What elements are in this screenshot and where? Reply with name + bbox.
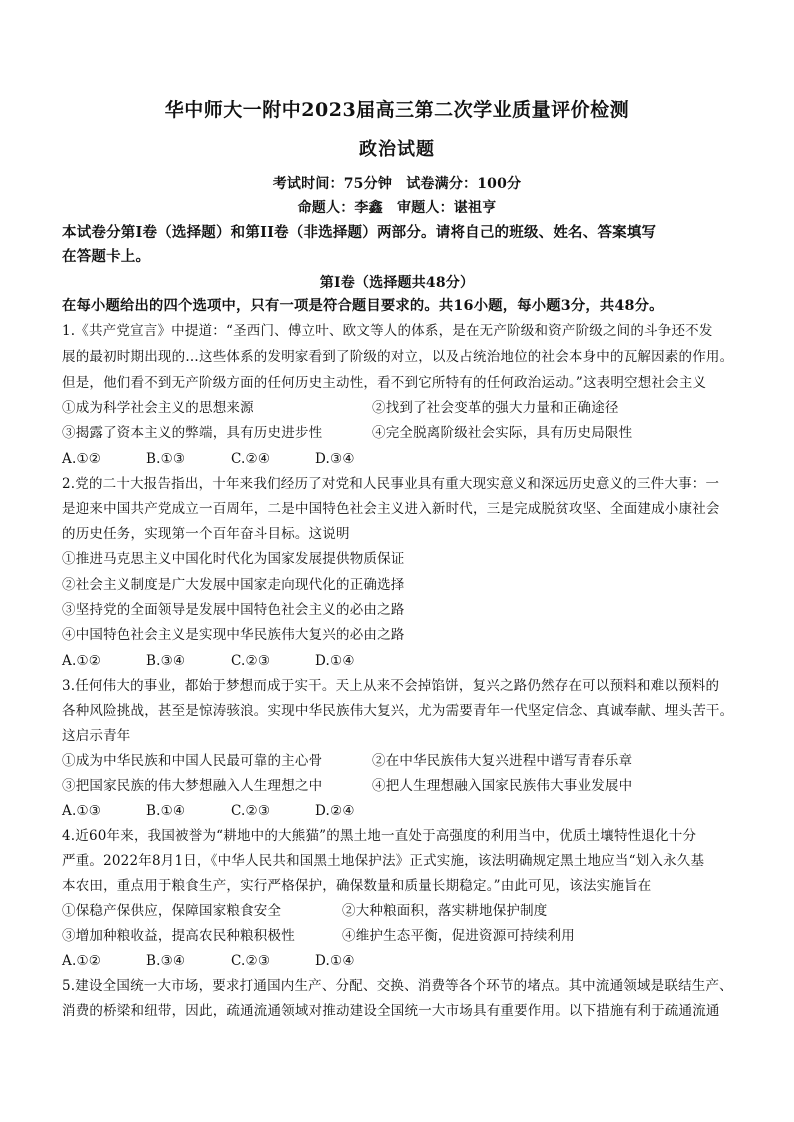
question-1-line-3: 但是，他们看不到无产阶级方面的任何历史主动性，看不到它所特有的任何政治运动。”这表明空想社会主义 — [62, 375, 707, 391]
question-2-line-2: 是迎来中国共产党成立一百周年，二是中国特色社会主义进入新时代，三是完成脱贫攻坚、全面建成小康社会 — [62, 501, 720, 517]
choice-d: D.①④ — [315, 953, 355, 969]
exam-info: 考试时间：75分钟 试卷满分：100分 — [272, 176, 522, 192]
choice-c: C.②③ — [231, 953, 271, 969]
choice-d: D.①④ — [315, 653, 355, 669]
question-3-line-1: 3.任何伟大的事业，都始于梦想而成于实干。天上从来不会掉馅饼，复兴之路仍然存在可以预料和难以预料的 — [62, 678, 720, 694]
choice-b: B.①③ — [146, 451, 186, 467]
choice-b: B.③④ — [146, 953, 186, 969]
notice-line-2: 在答题卡上。 — [62, 248, 151, 265]
exam-title: 华中师大一附中2023届高三第二次学业质量评价检测 — [164, 99, 630, 121]
question-2-option-2: ②社会主义制度是广大发展中国家走向现代化的正确选择 — [62, 577, 405, 593]
question-4-line-1: 4.近60年来，我国被誉为“耕地中的大熊猫”的黑土地一直处于高强度的利用当中，优质土壤特性退化十分 — [62, 828, 697, 844]
option-1: ①成为中华民族和中国人民最可靠的主心骨 — [62, 753, 323, 769]
question-1-line-2: 展的最初时期出现的…这些体系的发明家看到了阶级的对立，以及占统治地位的社会本身中的瓦解因素的作用。 — [62, 349, 734, 365]
option-4: ④维护生态平衡，促进资源可持续利用 — [342, 928, 575, 944]
option-3: ③揭露了资本主义的弊端，具有历史进步性 — [62, 425, 323, 441]
option-3: ③增加种粮收益，提高农民种粮积极性 — [62, 928, 295, 944]
question-5-line-1: 5.建设全国统一大市场，要求打通国内生产、分配、交换、消费等各个环节的堵点。其中流通领域是联结生产、 — [62, 978, 733, 994]
question-2-option-4: ④中国特色社会主义是实现中华民族伟大复兴的必由之路 — [62, 627, 405, 643]
subject-title: 政治试题 — [359, 139, 435, 160]
option-4: ④完全脱离阶级社会实际，具有历史局限性 — [372, 425, 633, 441]
option-1: ①保稳产保供应，保障国家粮食安全 — [62, 903, 282, 919]
question-2-option-1: ①推进马克思主义中国化时代化为国家发展提供物质保证 — [62, 551, 405, 567]
question-5-line-2: 消费的桥梁和纽带，因此，疏通流通领域对推动建设全国统一大市场具有重要作用。以下措施有利于疏通流通 — [62, 1003, 720, 1019]
question-4-line-3: 本农田，重点用于粮食生产，实行严格保护，确保数量和质量长期稳定。”由此可见，该法实施旨在 — [62, 878, 652, 894]
section-heading: 第Ⅰ卷（选择题共48分） — [319, 275, 475, 291]
choice-a: A.①② — [62, 653, 102, 669]
option-4: ④把人生理想融入国家民族伟大事业发展中 — [372, 778, 633, 794]
section-instruction: 在每小题给出的四个选项中，只有一项是符合题目要求的。共16小题，每小题3分，共48分。 — [62, 298, 664, 314]
option-2: ②大种粮面积，落实耕地保护制度 — [342, 903, 548, 919]
question-2-line-1: 2.党的二十大报告指出，十年来我们经历了对党和人民事业具有重大现实意义和深远历史意义的三件大事：一 — [62, 476, 720, 492]
choice-a: A.①② — [62, 451, 102, 467]
choice-c: C.②③ — [231, 803, 271, 819]
question-4-line-2: 严重。2022年8月1日，《中华人民共和国黑土地保护法》正式实施，该法明确规定黑土地应当“划入永久基 — [62, 853, 705, 869]
choice-a: A.①③ — [62, 803, 102, 819]
notice-line-1: 本试卷分第Ⅰ卷（选择题）和第II卷（非选择题）两部分。请将自己的班级、姓名、答案填写 — [62, 224, 657, 241]
choice-a: A.①② — [62, 953, 102, 969]
choice-c: C.②④ — [231, 451, 271, 467]
question-2-option-3: ③坚持党的全面领导是发展中国特色社会主义的必由之路 — [62, 602, 405, 618]
question-3-line-2: 各种风险挑战，甚至是惊涛骇浪。实现中华民族伟大复兴，尤为需要青年一代坚定信念、真诚奉献、埋头苦干。 — [62, 703, 734, 719]
exam-authors: 命题人：李鑫 审题人：谌祖亨 — [297, 200, 497, 216]
choice-c: C.②③ — [231, 653, 271, 669]
choice-b: B.①④ — [146, 803, 186, 819]
option-2: ②找到了社会变革的强大力量和正确途径 — [372, 400, 619, 416]
choice-b: B.③④ — [146, 653, 186, 669]
question-2-line-3: 的历史任务，实现第一个百年奋斗目标。这说明 — [62, 526, 350, 542]
option-1: ①成为科学社会主义的思想来源 — [62, 400, 254, 416]
question-3-line-3: 这启示青年 — [62, 728, 131, 744]
option-3: ③把国家民族的伟大梦想融入人生理想之中 — [62, 778, 323, 794]
choice-d: D.③④ — [315, 451, 355, 467]
option-2: ②在中华民族伟大复兴进程中谱写青春乐章 — [372, 753, 633, 769]
question-1-line-1: 1.《共产党宣言》中提道：“圣西门、傅立叶、欧文等人的体系，是在无产阶级和资产阶级之间的斗争还不发 — [62, 323, 713, 339]
choice-d: D.②④ — [315, 803, 355, 819]
